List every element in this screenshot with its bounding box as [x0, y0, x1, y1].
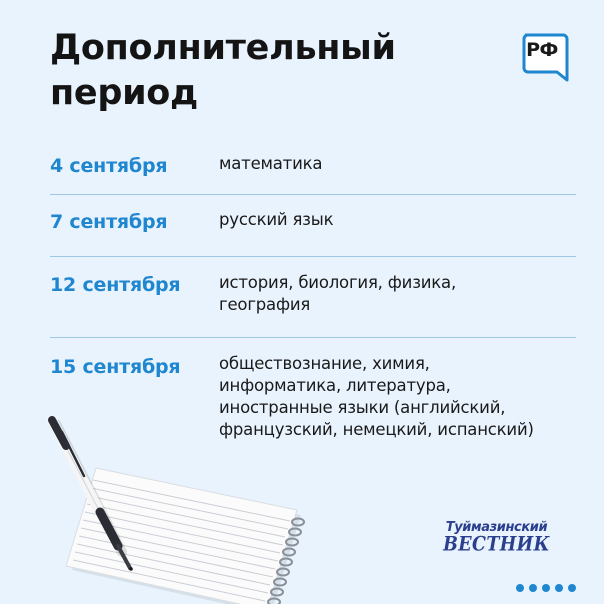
- schedule-subjects: [219, 153, 589, 175]
- schedule-row: [50, 140, 576, 195]
- subject-line: французский, немецкий, испанский): [219, 420, 534, 439]
- subject-line: математика: [219, 154, 323, 173]
- page-title-line-1: Дополнительный: [50, 28, 396, 68]
- page-title: [50, 26, 450, 116]
- rf-logo-text: РФ: [526, 39, 558, 61]
- page-indicator: [516, 584, 576, 592]
- schedule-row: [50, 195, 576, 257]
- rf-logo: [519, 30, 573, 84]
- page-dot: [555, 584, 563, 592]
- page-dot: [568, 584, 576, 592]
- page-dot: [516, 584, 524, 592]
- subject-line: история, биология, физика,: [219, 273, 457, 292]
- newspaper-logo-line-2: ВЕСТНИК: [443, 533, 550, 557]
- schedule-date: 12 сентября: [50, 274, 181, 296]
- schedule-date: 15 сентября: [50, 356, 181, 378]
- subject-line: обществознание, химия,: [219, 354, 430, 373]
- newspaper-logo: [434, 520, 559, 557]
- page-dot: [542, 584, 550, 592]
- schedule-subjects: [219, 272, 589, 316]
- notebook-and-pen-illustration: [0, 400, 330, 604]
- page-dot: [529, 584, 537, 592]
- subject-line: русский язык: [219, 210, 334, 229]
- schedule-date: 4 сентября: [50, 155, 168, 177]
- subject-line: иностранные языки (английский,: [219, 398, 506, 417]
- schedule-subjects: [219, 209, 589, 231]
- schedule-row: [50, 257, 576, 338]
- subject-line: информатика, литература,: [219, 376, 451, 395]
- notebook-icon: [66, 468, 304, 604]
- page-title-line-2: период: [50, 73, 199, 113]
- schedule-date: 7 сентября: [50, 211, 168, 233]
- newspaper-logo-line-1: Туймазинский: [445, 520, 548, 535]
- subject-line: география: [219, 295, 311, 314]
